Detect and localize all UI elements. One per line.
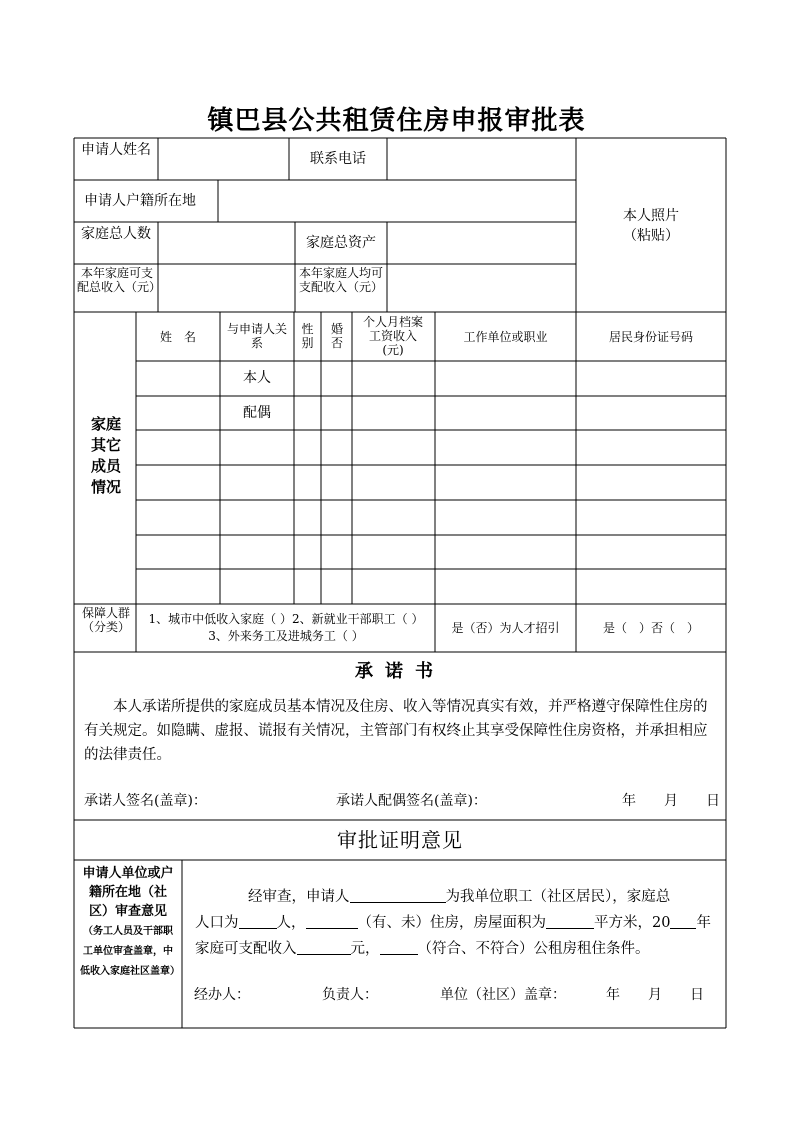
handler-signature-label: 经办人： [194,987,250,1003]
approval-line-3: 家庭可支配收入 元， （符合、不符合）公租房租住条件。 [195,941,650,957]
household-count-blank[interactable] [239,914,277,929]
per-capita-income-label: 本年家庭人均可支配收入（元） [298,266,383,294]
pledge-body: 本人承诺所提供的家庭成员基本情况及住房、收入等情况真实有效，并严格遵守保障性住房的有关规定。如隐瞒、虚报、谎报有关情况，主管部门有权终止其享受保障性住房资格，并承担相应的法律责任。 [84,699,708,763]
page-title: 镇巴县公共租赁住房申报审批表 [207,106,586,136]
disposable-income-blank[interactable] [297,940,351,955]
header-name: 姓 名 [159,330,196,344]
header-married: 婚否 [330,322,343,350]
photo-note: （粘贴） [623,228,679,244]
applicant-signature-label: 承诺人签名(盖章)： [84,793,207,809]
header-income: 个人月档案工资收入(元) [362,315,423,357]
relation-cell: 配偶 [243,405,271,421]
housing-status-blank[interactable] [306,914,358,929]
approval-line-2: 人口为 人， （有、未）住房，房屋面积为 平方米，20 年 [195,915,711,931]
header-gender: 性别 [301,322,314,350]
spouse-signature-label: 承诺人配偶签名(盖章)： [336,793,487,809]
review-opinion-note: （务工人员及干部职工单位审查盖章，中低收入家庭社区盖章） [80,926,180,977]
approval-title: 审批证明意见 [337,828,463,852]
header-workplace: 工作单位或职业 [463,330,548,344]
year-blank[interactable] [670,914,696,929]
photo-label: 本人照片 [623,208,679,224]
members-section-label: 家庭其它成员情况 [90,415,121,496]
pledge-title: 承诺书 [355,661,445,682]
relation-cell: 本人 [243,370,271,386]
head-signature-label: 负责人： [322,987,378,1003]
group-options: 1、城市中低收入家庭（ ）2、新就业干部职工（ ）3、外来务工及进城务工（ ） [148,612,424,643]
assets-label: 家庭总资产 [306,235,376,251]
talent-answer: 是（ ）否（ ） [602,621,699,635]
review-opinion-main: 申请人单位或户籍所在地（社区）审查意见 [82,866,174,919]
talent-label: 是（否）为人才招引 [451,621,560,635]
eligibility-blank[interactable] [380,940,418,955]
phone-label: 联系电话 [310,151,366,167]
applicant-name-blank[interactable] [350,888,446,903]
group-label: 保障人群（分类） [81,606,130,634]
household-label: 申请人户籍所在地 [84,193,196,209]
floor-area-blank[interactable] [546,914,594,929]
header-relation: 与申请人关系 [226,322,287,350]
review-opinion-label [80,864,180,981]
unit-seal-label: 单位（社区）盖章： [440,987,566,1003]
disposable-income-label: 本年家庭可支配总收入（元） [77,266,162,294]
family-size-label: 家庭总人数 [81,226,151,242]
header-id-number: 居民身份证号码 [608,330,693,344]
applicant-name-label: 申请人姓名 [81,142,151,158]
approval-line-1: 经审查，申请人 为我单位职工（社区居民），家庭总 [248,889,671,905]
approval-date: 年 月 日 [606,987,704,1003]
pledge-date: 年 月 日 [622,793,720,809]
